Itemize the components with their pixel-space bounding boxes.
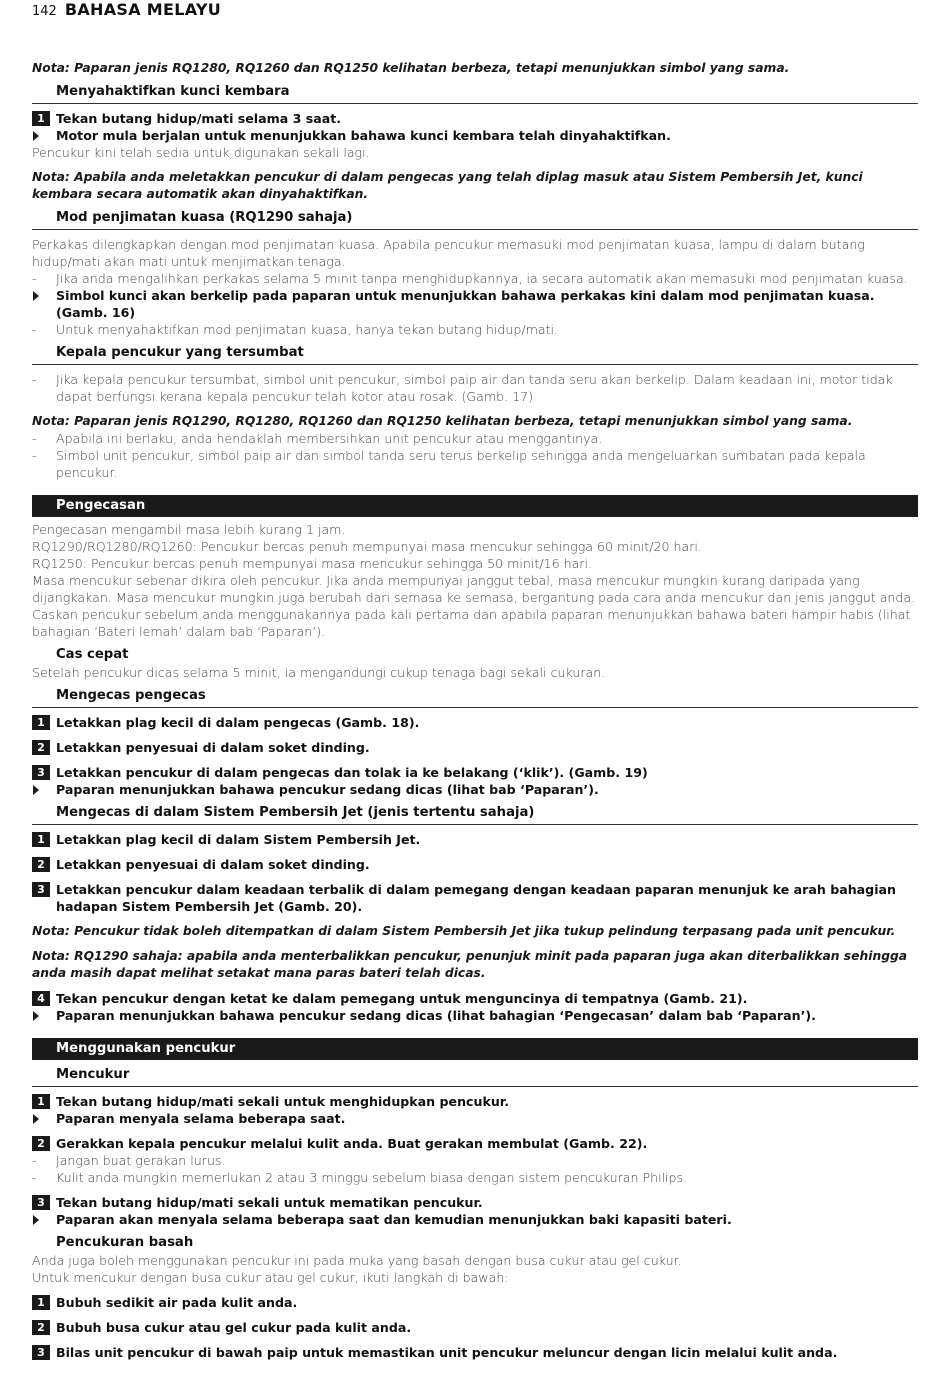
body-text: Masa mencukur sebenar dikira oleh pencukur. Jika anda mempunyai janggut tebal, masa mencukur mungkin kurang daripada yang dijangkakan. Masa mencukur mungkin juga berubah dari semasa ke semasa, bergantung pada cara anda mencukur dan jenis janggut anda. bbox=[32, 573, 916, 605]
step-item bbox=[32, 1093, 918, 1110]
step-item bbox=[32, 764, 918, 781]
dash-bullet: - bbox=[32, 322, 37, 337]
step-text: Bubuh sedikit air pada kulit anda. bbox=[56, 1295, 298, 1310]
step-item bbox=[32, 714, 918, 731]
triangle-bullet-icon bbox=[33, 131, 39, 141]
step-number: 4 bbox=[32, 991, 50, 1006]
step-item bbox=[32, 1294, 918, 1311]
dash-text: Kulit anda mungkin memerlukan 2 atau 3 minggu sebelum biasa dengan sistem pencukuran Philips. bbox=[56, 1170, 688, 1185]
dash-text: Simbol unit pencukur, simbol paip air dan simbol tanda seru terus berkelip sehingga anda mengeluarkan sumbatan pada kepala pencukur. bbox=[56, 448, 866, 480]
step-item bbox=[32, 856, 918, 873]
body-text: RQ1290/RQ1280/RQ1260: Pencukur bercas penuh mempunyai masa mencukur sehingga 60 minit/20 hari. bbox=[32, 539, 702, 554]
step-text: Gerakkan kepala pencukur melalui kulit anda. Buat gerakan membulat (Gamb. 22). bbox=[56, 1136, 648, 1151]
step-number: 1 bbox=[32, 1295, 50, 1310]
dash-text: Jika anda mengalihkan perkakas selama 5 minit tanpa menghidupkannya, ia secara automatik akan memasuki mod penjimatan kuasa. bbox=[56, 271, 908, 286]
subheading-wet-shaving: Pencukuran basah bbox=[56, 1235, 194, 1250]
step-number: 1 bbox=[32, 1094, 50, 1109]
result-item bbox=[32, 1007, 918, 1024]
body-text: Anda juga boleh menggunakan pencukur ini pada muka yang basah dengan busa cukur atau gel cukur. bbox=[32, 1253, 682, 1268]
step-number: 2 bbox=[32, 857, 50, 872]
step-item bbox=[32, 1344, 918, 1361]
triangle-bullet-icon bbox=[33, 785, 39, 795]
dash-item bbox=[32, 270, 918, 287]
step-item bbox=[32, 110, 918, 127]
step-text: Tekan butang hidup/mati sekali untuk mematikan pencukur. bbox=[56, 1195, 483, 1210]
subheading-blocked-heads: Kepala pencukur yang tersumbat bbox=[32, 344, 918, 365]
result-text: Motor mula berjalan untuk menunjukkan bahawa kunci kembara telah dinyahaktifkan. bbox=[56, 128, 671, 143]
result-text: Paparan menunjukkan bahawa pencukur sedang dicas (lihat bahagian ‘Pengecasan’ dalam bab ‘Paparan’). bbox=[56, 1008, 816, 1023]
step-number: 1 bbox=[32, 111, 50, 126]
note-lock: Nota: Apabila anda meletakkan pencukur di dalam pengecas yang telah diplag masuk atau Sistem Pembersih Jet, kunci kembara secara automatik akan dinyahaktifkan. bbox=[32, 170, 863, 201]
step-number: 1 bbox=[32, 715, 50, 730]
triangle-bullet-icon bbox=[33, 1114, 39, 1124]
step-text: Tekan pencukur dengan ketat ke dalam pemegang untuk menguncinya di tempatnya (Gamb. 21). bbox=[56, 991, 748, 1006]
result-item bbox=[32, 127, 918, 144]
step-text: Letakkan pencukur dalam keadaan terbalik di dalam pemegang dengan keadaan paparan menunjuk ke arah bahagian hadapan Sistem Pembersih Jet (Gamb. 20). bbox=[56, 882, 896, 914]
body-text: Pengecasan mengambil masa lebih kurang 1 jam. bbox=[32, 522, 346, 537]
body-text: RQ1250: Pencukur bercas penuh mempunyai masa mencukur sehingga 50 minit/16 hari. bbox=[32, 556, 592, 571]
page-language: BAHASA MELAYU bbox=[64, 0, 222, 19]
dash-text: Jangan buat gerakan lurus. bbox=[56, 1153, 226, 1168]
result-item bbox=[32, 287, 918, 321]
note-display-types: Nota: Paparan jenis RQ1290, RQ1280, RQ1260 dan RQ1250 kelihatan berbeza, tetapi menunjukkan simbol yang sama. bbox=[32, 414, 853, 428]
dash-item bbox=[32, 371, 918, 405]
body-text: Untuk mencukur dengan busa cukur atau gel cukur, ikuti langkah di bawah: bbox=[32, 1270, 509, 1285]
body-text: Caskan pencukur sebelum anda menggunakannya pada kali pertama dan apabila paparan menunjukkan bahawa bateri hampir habis (lihat bahagian ‘Bateri lemah’ dalam bab ‘Paparan’). bbox=[32, 607, 911, 639]
result-item bbox=[32, 1110, 918, 1127]
dash-text: Untuk menyahaktifkan mod penjimatan kuasa, hanya tekan butang hidup/mati. bbox=[56, 322, 559, 337]
dash-bullet: - bbox=[32, 372, 37, 387]
dash-text: Jika kepala pencukur tersumbat, simbol unit pencukur, simbol paip air dan tanda seru akan berkelip. Dalam keadaan ini, motor tidak dapat berfungsi kerana kepala pencukur telah kotor atau rosak. (Gamb. 17) bbox=[56, 372, 893, 404]
body-text: Perkakas dilengkapkan dengan mod penjimatan kuasa. Apabila pencukur memasuki mod penjimatan kuasa, lampu di dalam butang hidup/mati akan mati untuk menjimatkan tenaga. bbox=[32, 237, 865, 269]
step-item bbox=[32, 1194, 918, 1211]
result-text: Simbol kunci akan berkelip pada paparan untuk menunjukkan bahawa perkakas kini dalam mod penjimatan kuasa. (Gamb. 16) bbox=[56, 288, 875, 320]
result-item bbox=[32, 781, 918, 798]
subheading-disable-lock: Menyahaktifkan kunci kembara bbox=[32, 83, 918, 104]
step-number: 2 bbox=[32, 1136, 50, 1151]
step-text: Letakkan pencukur di dalam pengecas dan tolak ia ke belakang (‘klik’). (Gamb. 19) bbox=[56, 765, 648, 780]
step-number: 1 bbox=[32, 832, 50, 847]
triangle-bullet-icon bbox=[33, 1011, 39, 1021]
body-text: Pencukur kini telah sedia untuk digunakan sekali lagi. bbox=[32, 145, 370, 160]
result-text: Paparan akan menyala selama beberapa saat dan kemudian menunjukkan baki kapasiti bateri. bbox=[56, 1212, 732, 1227]
note-rq1290: Nota: RQ1290 sahaja: apabila anda menterbalikkan pencukur, penunjuk minit pada paparan juga akan diterbalikkan sehingga anda masih dapat melihat setakat mana paras bateri telah dicas. bbox=[32, 949, 908, 980]
dash-text: Apabila ini berlaku, anda hendaklah membersihkan unit pencukur atau menggantinya. bbox=[56, 431, 603, 446]
dash-bullet: - bbox=[32, 448, 37, 463]
dash-item bbox=[32, 447, 918, 481]
body-text: Setelah pencukur dicas selama 5 minit, ia mengandungi cukup tenaga bagi sekali cukuran. bbox=[32, 665, 606, 680]
note-protection-cap: Nota: Pencukur tidak boleh ditempatkan di dalam Sistem Pembersih Jet jika tukup pelindung terpasang pada unit pencukur. bbox=[32, 924, 896, 938]
page-header bbox=[32, 0, 221, 19]
triangle-bullet-icon bbox=[33, 291, 39, 301]
section-heading-charging: Pengecasan bbox=[32, 495, 918, 517]
dash-bullet: - bbox=[32, 431, 37, 446]
step-number: 3 bbox=[32, 765, 50, 780]
step-number: 3 bbox=[32, 1345, 50, 1360]
subheading-shaving: Mencukur bbox=[32, 1066, 918, 1087]
subheading-energy-saving: Mod penjimatan kuasa (RQ1290 sahaja) bbox=[32, 209, 918, 230]
step-number: 3 bbox=[32, 882, 50, 897]
step-item bbox=[32, 881, 918, 915]
triangle-bullet-icon bbox=[33, 1215, 39, 1225]
result-item bbox=[32, 1211, 918, 1228]
page-number: 142 bbox=[32, 4, 57, 19]
dash-bullet: - bbox=[32, 1153, 37, 1168]
step-item bbox=[32, 739, 918, 756]
step-item bbox=[32, 990, 918, 1007]
step-item bbox=[32, 831, 918, 848]
step-item bbox=[32, 1135, 918, 1152]
dash-item bbox=[32, 321, 918, 338]
dash-item bbox=[32, 1169, 918, 1186]
step-text: Letakkan plag kecil di dalam Sistem Pembersih Jet. bbox=[56, 832, 421, 847]
subheading-charger: Mengecas pengecas bbox=[32, 687, 918, 708]
step-text: Bilas unit pencukur di bawah paip untuk memastikan unit pencukur meluncur dengan licin melalui kulit anda. bbox=[56, 1345, 838, 1360]
result-text: Paparan menyala selama beberapa saat. bbox=[56, 1111, 346, 1126]
step-text: Letakkan penyesuai di dalam soket dinding. bbox=[56, 740, 370, 755]
step-text: Letakkan plag kecil di dalam pengecas (Gamb. 18). bbox=[56, 715, 420, 730]
dash-item bbox=[32, 430, 918, 447]
dash-bullet: - bbox=[32, 271, 37, 286]
document-body bbox=[32, 60, 918, 1361]
result-text: Paparan menunjukkan bahawa pencukur sedang dicas (lihat bab ‘Paparan’). bbox=[56, 782, 599, 797]
section-heading-using: Menggunakan pencukur bbox=[32, 1038, 918, 1060]
step-number: 2 bbox=[32, 1320, 50, 1335]
step-number: 2 bbox=[32, 740, 50, 755]
note-display: Nota: Paparan jenis RQ1280, RQ1260 dan RQ1250 kelihatan berbeza, tetapi menunjukkan simbol yang sama. bbox=[32, 61, 790, 75]
subheading-quick-charge: Cas cepat bbox=[56, 647, 129, 662]
step-number: 3 bbox=[32, 1195, 50, 1210]
step-text: Letakkan penyesuai di dalam soket dinding. bbox=[56, 857, 370, 872]
dash-bullet: - bbox=[32, 1170, 37, 1185]
dash-item bbox=[32, 1152, 918, 1169]
step-text: Bubuh busa cukur atau gel cukur pada kulit anda. bbox=[56, 1320, 412, 1335]
step-text: Tekan butang hidup/mati selama 3 saat. bbox=[56, 111, 342, 126]
step-text: Tekan butang hidup/mati sekali untuk menghidupkan pencukur. bbox=[56, 1094, 510, 1109]
step-item bbox=[32, 1319, 918, 1336]
subheading-jet-charging: Mengecas di dalam Sistem Pembersih Jet (jenis tertentu sahaja) bbox=[32, 804, 918, 825]
